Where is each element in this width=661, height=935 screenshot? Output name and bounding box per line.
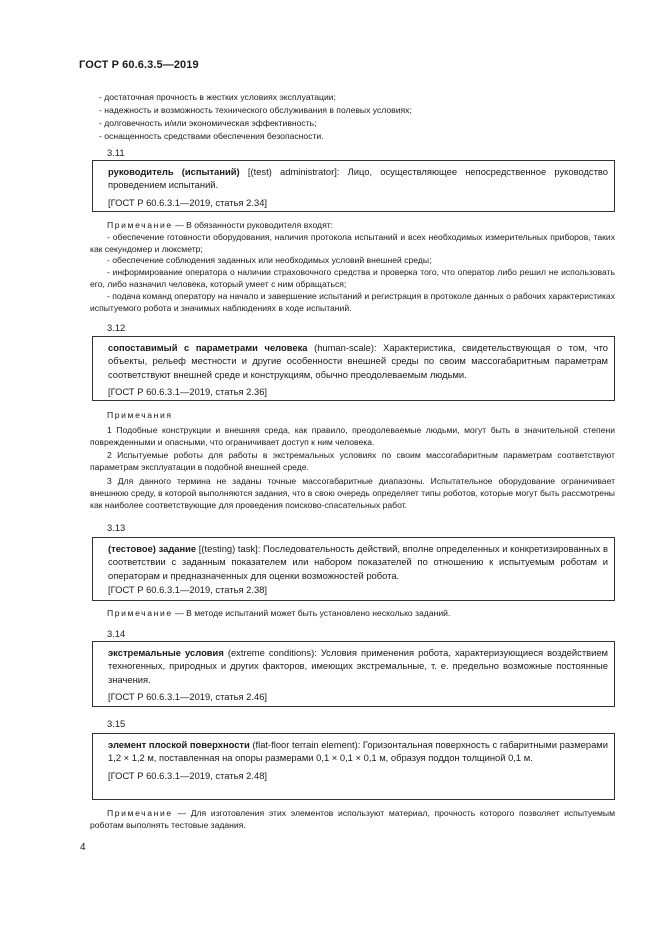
- term-definition: (extreme conditions): Условия применения робота, характеризующиеся воздействием техногенных, природных и других факторов, имеющих экстремальные, т. е. предельно возможные постоянные значения.: [108, 647, 608, 685]
- note-item: - обеспечение соблюдения заданных или необходимых условий внешней среды;: [107, 255, 432, 266]
- note-3-11: [90, 220, 615, 314]
- note-item: - информирование оператора о наличии страховочного средства и проверка того, что оператор либо решил не использовать его, либо назначил человека, который умеет с ним обращаться;: [90, 267, 615, 289]
- term-box-3-11: [92, 160, 615, 212]
- term-title: сопоставимый с параметрами человека: [108, 342, 308, 353]
- term-reference: [ГОСТ Р 60.6.3.1—2019, статья 2.36]: [108, 385, 268, 397]
- note-label: Примечания: [107, 410, 173, 420]
- entry-number: 3.14: [107, 628, 126, 639]
- entry-number: 3.12: [107, 322, 126, 333]
- note-text: — В методе испытаний может быть установлено несколько заданий.: [172, 608, 451, 618]
- note-label: Примечание: [107, 808, 173, 818]
- note-3-12: [90, 410, 615, 511]
- term-box-3-13: [92, 537, 615, 601]
- term-definition: (flat-floor terrain element): Горизонтальная поверхность с габаритными размерами 1,2 × 1,2 м, поставленная на опоры размерами 0,1 × 0,1 × 0,1 м, образуя поддон толщиной 0,1 м.: [108, 739, 608, 764]
- term-definition: [(testing) task]: Последовательность действий, вполне определенных и конкретизированных в соответствии с заданным показателем или набором показателей по отношению к испытуемым роботам и операторам и предназначенных для оценки возможностей робота.: [108, 543, 608, 581]
- document-header: ГОСТ Р 60.6.3.5—2019: [79, 59, 199, 71]
- term-reference: [ГОСТ Р 60.6.3.1—2019, статья 2.38]: [108, 583, 268, 595]
- note-label: Примечание: [107, 220, 173, 230]
- term-reference: [ГОСТ Р 60.6.3.1—2019, статья 2.34]: [108, 196, 268, 208]
- note-item: - подача команд оператору на начало и завершение испытаний и регистрация в протоколе данных о рабочих характеристиках испытуемого робота и значимых наблюдениях в ходе испытаний.: [90, 290, 615, 313]
- list-item: - оснащенность средствами обеспечения безопасности.: [99, 131, 324, 141]
- list-item: - достаточная прочность в жестких условиях эксплуатации;: [99, 92, 336, 102]
- term-title: экстремальные условия: [108, 647, 224, 658]
- note-item: - обеспечение готовности оборудования, наличия протокола испытаний и всех необходимых измерительных приборов, таких как секундомер и люксметр;: [90, 231, 615, 254]
- intro-list: [99, 91, 619, 143]
- term-title: руководитель (испытаний): [108, 166, 240, 177]
- term-reference: [ГОСТ Р 60.6.3.1—2019, статья 2.46]: [108, 690, 268, 702]
- note-text: — Для изготовления этих элементов используют материал, прочность которого позволяет испытуемым роботам выполнять тестовые задания.: [90, 808, 615, 830]
- note-item: 3 Для данного термина не заданы точные массогабаритные диапазоны. Испытательное оборудование ограничивает внешнюю среду, в которой выполняются задания, что в свою очередь определяет типы роботов, которые могут быть рассмотрены как наиболее соответствующие для проведения поисково-спасательных работ.: [90, 475, 615, 510]
- term-reference: [ГОСТ Р 60.6.3.1—2019, статья 2.48]: [108, 769, 268, 781]
- list-item: - долговечность и/или экономическая эффективность;: [99, 118, 317, 128]
- entry-number: 3.11: [107, 147, 125, 158]
- note-item: 1 Подобные конструкции и внешняя среда, как правило, преодолеваемые людьми, могут быть в значительной степени поврежденными и опасными, что ограничивает доступ к ним человека.: [90, 424, 615, 447]
- entry-number: 3.13: [107, 522, 126, 533]
- term-title: элемент плоской поверхности: [108, 739, 250, 750]
- term-definition: [(test) administrator]: Лицо, осуществляющее непосредственное руководство проведением испытаний.: [108, 166, 608, 191]
- term-box-3-12: [92, 336, 615, 401]
- entry-number: 3.15: [107, 718, 126, 729]
- term-definition: (human-scale): Характеристика, свидетельствующая о том, что объекты, рельеф местности и другие особенности внешней среды по своим массогабаритным параметрам соответствуют внешней среде и конструкциям, обычно преодолеваемым людьми.: [108, 342, 608, 380]
- note-text: — В обязанности руководителя входят:: [172, 220, 334, 230]
- term-box-3-15: [92, 733, 615, 800]
- page-number: 4: [80, 842, 86, 853]
- term-title: (тестовое) задание: [108, 543, 197, 554]
- term-box-3-14: [92, 641, 615, 707]
- note-label: Примечание: [107, 608, 173, 618]
- note-3-15: [90, 808, 615, 832]
- list-item: - надежность и возможность технического обслуживания в полевых условиях;: [99, 105, 412, 115]
- note-item: 2 Испытуемые роботы для работы в экстремальных условиях по своим массогабаритным параметрам соответствуют параметрам эксплуатации в подобной внешней среде.: [90, 450, 615, 473]
- note-3-13: [90, 608, 615, 620]
